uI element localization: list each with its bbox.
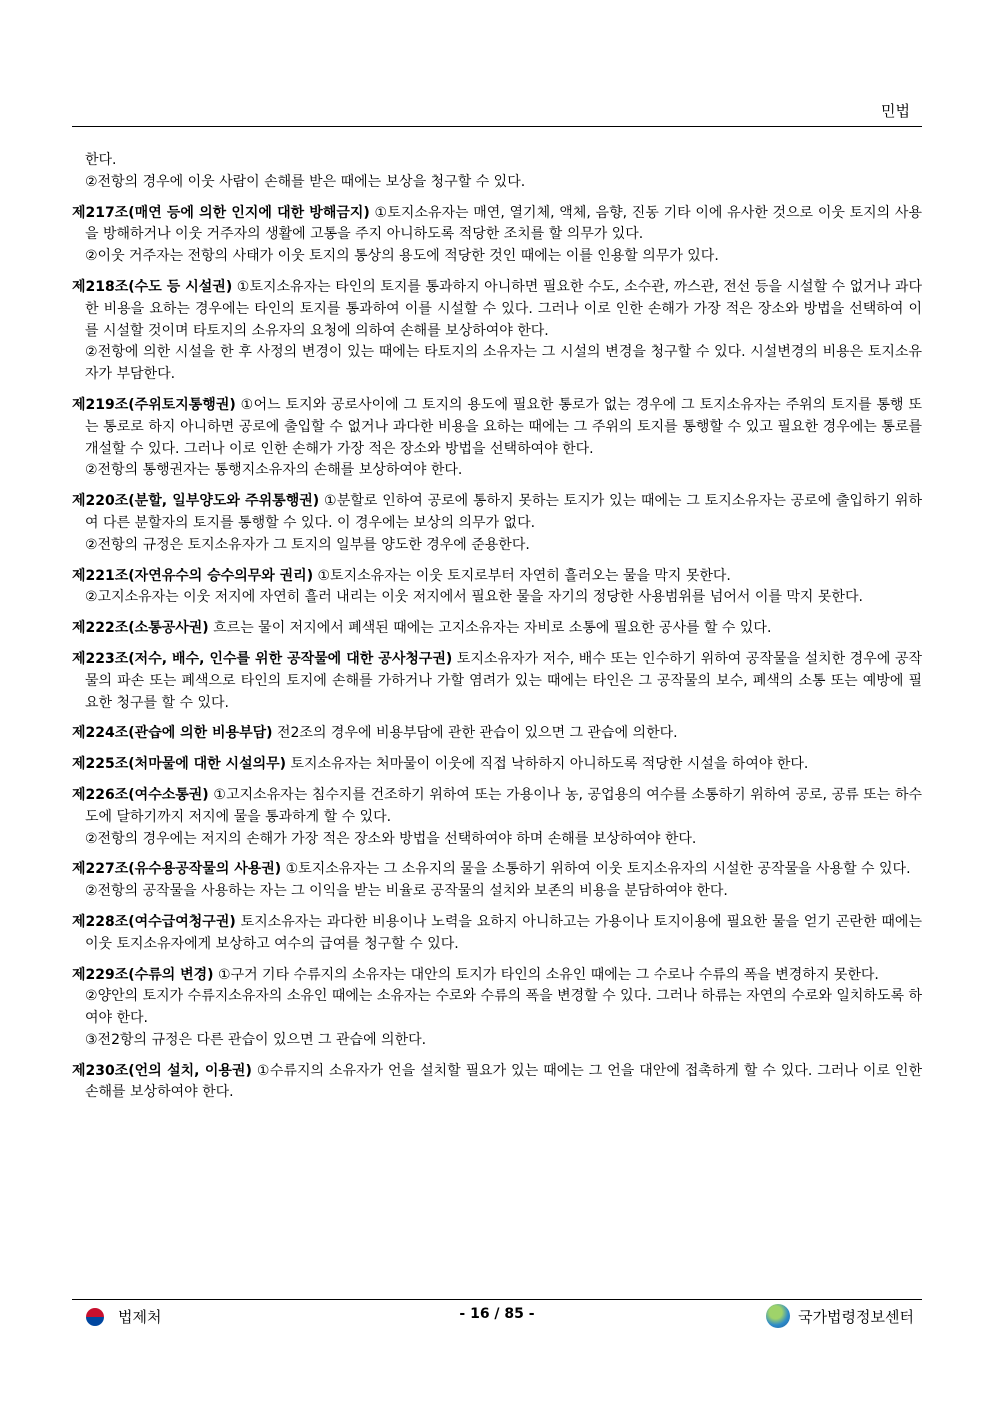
article-heading: 제229조(수류의 변경) <box>72 966 214 983</box>
article-first-paragraph <box>72 965 922 987</box>
article-list <box>72 203 922 1105</box>
intro-line: 한다. <box>85 152 117 168</box>
footer-divider <box>72 1299 922 1300</box>
article-text: ①토지소유자는 그 소유지의 물을 소통하기 위하여 이웃 토지소유자의 시설한 공작물을 사용할 수 있다. <box>281 861 911 878</box>
article-first-paragraph <box>72 618 922 640</box>
article-heading: 제225조(처마물에 대한 시설의무) <box>72 756 287 773</box>
article-text: 토지소유자는 처마물이 이웃에 직접 낙하하지 아니하도록 적당한 시설을 하여야 한다. <box>286 756 809 773</box>
article-paragraph: ②양안의 토지가 수류지소유자의 소유인 때에는 소유자는 수로와 수류의 폭을 변경할 수 있다. 그러나 하류는 자연의 수로와 일치하도록 하여야 한다. <box>85 988 922 1027</box>
article-text: 전2조의 경우에 비용부담에 관한 관습이 있으면 그 관습에 의한다. <box>272 725 678 742</box>
law-center-logo-icon <box>766 1304 790 1328</box>
page-footer <box>72 1304 922 1332</box>
intro-block <box>72 150 922 194</box>
article-first-paragraph <box>72 491 922 535</box>
article-heading: 제217조(매연 등에 의한 인지에 대한 방해금지) <box>72 204 370 221</box>
document-body <box>72 150 922 1113</box>
article-text: ①고지소유자는 침수지를 건조하기 위하여 또는 가용이나 농, 공업용의 여수를 소통하기 위하여 공로, 공류 또는 하수도에 달하기까지 저지에 물을 통과하게 할 수 있다. <box>85 786 922 825</box>
article-first-paragraph <box>72 203 922 247</box>
article-paragraph: ②전항의 공작물을 사용하는 자는 그 이익을 받는 비율로 공작물의 설치와 보존의 비용을 분담하여야 한다. <box>85 883 728 900</box>
article-heading: 제224조(관습에 의한 비용부담) <box>72 725 273 742</box>
article-first-paragraph <box>72 785 922 829</box>
article-first-paragraph <box>72 912 922 956</box>
article-text: ①토지소유자는 이웃 토지로부터 자연히 흘러오는 물을 막지 못한다. <box>313 567 731 584</box>
article-heading: 제218조(수도 등 시설권) <box>72 278 233 295</box>
article <box>72 277 922 386</box>
header-divider <box>72 126 922 127</box>
article <box>72 723 922 745</box>
footer-left-label: 법제처 <box>118 1308 162 1326</box>
article-first-paragraph <box>72 1061 922 1105</box>
article-first-paragraph <box>72 859 922 881</box>
article-heading: 제228조(여수급여청구권) <box>72 913 236 930</box>
article-heading: 제222조(소통공사권) <box>72 620 209 637</box>
article <box>72 965 922 1052</box>
article-first-paragraph <box>72 395 922 460</box>
article-first-paragraph <box>72 566 922 588</box>
article-text: ①수류지의 소유자가 언을 설치할 필요가 있는 때에는 그 언을 대안에 접촉하게 할 수 있다. 그러나 이로 인한 손해를 보상하여야 한다. <box>85 1062 922 1101</box>
document-header-title: 민법 <box>881 102 910 120</box>
page-number: - 16 / 85 - <box>459 1306 535 1322</box>
article <box>72 618 922 640</box>
article-heading: 제220조(분할, 일부양도와 주위통행권) <box>72 493 320 510</box>
article-text: ①토지소유자는 매연, 열기체, 액체, 음향, 진동 기타 이에 유사한 것으로 이웃 토지의 사용을 방해하거나 이웃 거주자의 생활에 고통을 주지 아니하도록 적당한 조치를 할 의무가 있다. <box>85 204 922 243</box>
article-first-paragraph <box>72 277 922 342</box>
article-paragraph: ②이웃 거주자는 전항의 사태가 이웃 토지의 통상의 용도에 적당한 것인 때에는 이를 인용할 의무가 있다. <box>85 248 719 265</box>
article-text: ①분할로 인하여 공로에 통하지 못하는 토지가 있는 때에는 그 토지소유자는 공로에 출입하기 위하여 다른 분할자의 토지를 통행할 수 있다. 이 경우에는 보상의 의무가 없다. <box>85 493 922 531</box>
article <box>72 785 922 850</box>
article-text: 토지소유자는 과다한 비용이나 노력을 요하지 아니하고는 가용이나 토지이용에 필요한 물을 얻기 곤란한 때에는 이웃 토지소유자에게 보상하고 여수의 급여를 청구할 수 있다. <box>85 913 922 952</box>
article-paragraph: ②전항의 경우에는 저지의 손해가 가장 적은 장소와 방법을 선택하여야 하며 손해를 보상하여야 한다. <box>85 830 697 847</box>
article-text: 흐르는 물이 저지에서 폐색된 때에는 고지소유자는 자비로 소통에 필요한 공사를 할 수 있다. <box>208 620 772 637</box>
article <box>72 649 922 714</box>
article-heading: 제223조(저수, 배수, 인수를 위한 공작물에 대한 공사청구권) <box>72 650 453 667</box>
intro-line: ②전항의 경우에 이웃 사람이 손해를 받은 때에는 보상을 청구할 수 있다. <box>85 173 526 190</box>
article-text: 토지소유자가 저수, 배수 또는 인수하기 위하여 공작물을 설치한 경우에 공작물의 파손 또는 폐색으로 타인의 토지에 손해를 가하거나 가할 염려가 있는 때에는 타인은 그 공작물의 보수, 폐색의 소통 또는 예방에 필요한 청구를 할 수 있다. <box>85 650 922 711</box>
article-paragraph: ②전항에 의한 시설을 한 후 사정의 변경이 있는 때에는 타토지의 소유자는 그 시설의 변경을 청구할 수 있다. 시설변경의 비용은 토지소유자가 부담한다. <box>85 344 922 383</box>
article-heading: 제230조(언의 설치, 이용권) <box>72 1062 252 1079</box>
article-heading: 제219조(주위토지통행권) <box>72 396 236 413</box>
footer-right-label: 국가법령정보센터 <box>798 1307 914 1326</box>
article <box>72 859 922 903</box>
article <box>72 1061 922 1105</box>
article-first-paragraph <box>72 649 922 714</box>
article <box>72 566 922 610</box>
article-heading: 제227조(유수용공작물의 사용권) <box>72 861 282 878</box>
article-heading: 제221조(자연유수의 승수의무와 권리) <box>72 567 314 584</box>
article-paragraph: ②전항의 통행권자는 통행지소유자의 손해를 보상하여야 한다. <box>85 462 463 479</box>
article-first-paragraph <box>72 754 922 776</box>
article-paragraph: ②전항의 규정은 토지소유자가 그 토지의 일부를 양도한 경우에 준용한다. <box>85 536 530 553</box>
article <box>72 754 922 776</box>
article <box>72 491 922 556</box>
article-heading: 제226조(여수소통권) <box>72 786 209 803</box>
article-first-paragraph <box>72 723 922 745</box>
article-text: ①토지소유자는 타인의 토지를 통과하지 아니하면 필요한 수도, 소수관, 까스관, 전선 등을 시설할 수 없거나 과다한 비용을 요하는 경우에는 타인의 토지를 통과하여 이를 시설할 수 있다. 그러나 이로 인한 손해가 가장 적은 장소와 방법을 선택하여 이를 시설할 것이며 타토지의 소유자의 요청에 의하여 손해를 보상하여야 한다. <box>85 278 922 339</box>
footer-right <box>766 1304 914 1328</box>
article-paragraph: ②고지소유자는 이웃 저지에 자연히 흘러 내리는 이웃 저지에서 필요한 물을 자기의 정당한 사용범위를 넘어서 이를 막지 못한다. <box>85 589 863 606</box>
article-text: ①어느 토지와 공로사이에 그 토지의 용도에 필요한 통로가 없는 경우에 그 토지소유자는 주위의 토지를 통행 또는 통로로 하지 아니하면 공로에 출입할 수 없거나 과다한 비용을 요하는 때에는 그 주위의 토지를 통행할 수 있고 필요한 경우에는 통로를 개설할 수 있다. 그러나 이로 인한 손해가 가장 적은 장소와 방법을 선택하여야 한다. <box>85 396 922 457</box>
article <box>72 912 922 956</box>
article-text: ①구거 기타 수류지의 소유자는 대안의 토지가 타인의 소유인 때에는 그 수로나 수류의 폭을 변경하지 못한다. <box>213 966 879 983</box>
article <box>72 203 922 268</box>
article <box>72 395 922 482</box>
article-paragraph: ③전2항의 규정은 다른 관습이 있으면 그 관습에 의한다. <box>85 1031 427 1048</box>
